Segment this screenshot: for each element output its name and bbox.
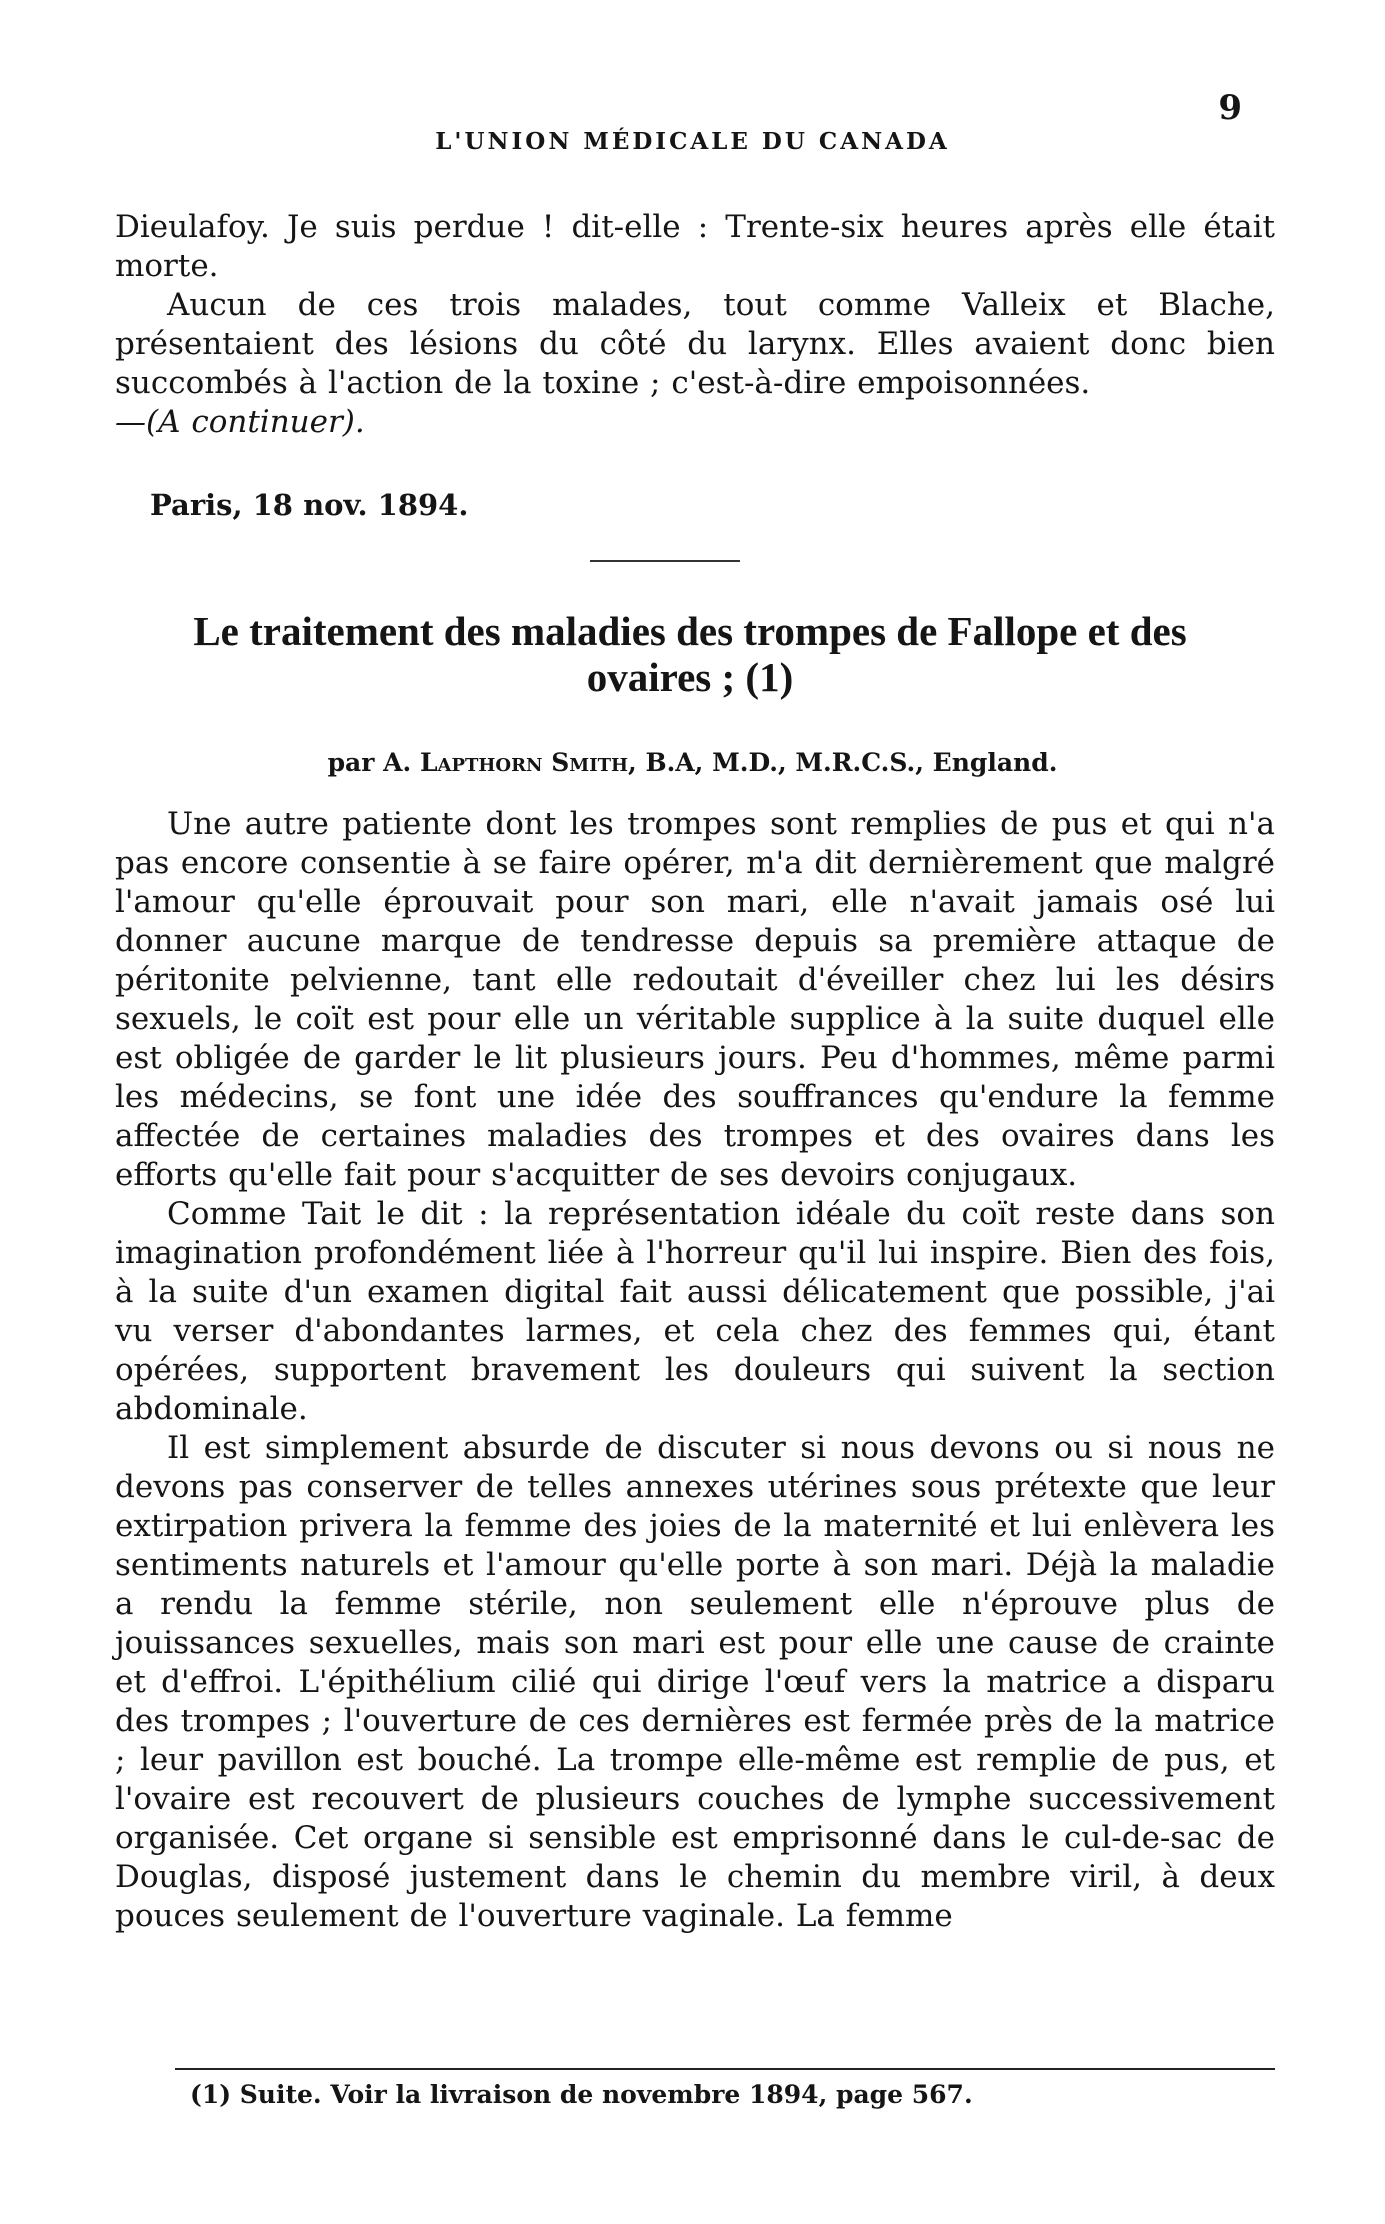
place-date: Paris, 18 nov. 1894. [150,488,469,522]
article-body [115,805,1275,1936]
byline [0,748,1385,777]
paragraph: Aucun de ces trois malades, tout comme Valleix et Blache, présentaient des lésions du côté du larynx. Elles avaient donc bien succombés à l'action de la toxine ; c'est-à-dire empoisonnées. [115,287,1275,401]
previous-article-ending [115,208,1275,442]
paragraph: Dieulafoy. Je suis perdue ! dit-elle : Trente-six heures après elle était morte. [115,209,1275,284]
footnote-rule [175,2068,1275,2070]
paragraph: Il est simplement absurde de discuter si nous devons ou si nous ne devons pas conserver de telles annexes utérines sous prétexte que leur extirpation privera la femme des joies de la maternité et lui enlèvera les sentiments naturels et l'amour qu'elle porte à son mari. Déjà la maladie a rendu la femme stérile, non seulement elle n'éprouve plus de jouissances sexuelles, mais son mari est pour elle une cause de crainte et d'effroi. L'épithélium cilié qui dirige l'œuf vers la matrice a disparu des trompes ; l'ouverture de ces dernières est fermée près de la matrice ; leur pavillon est bouché. La trompe elle-même est remplie de pus, et l'ovaire est recouvert de plusieurs couches de lymphe successivement organisée. Cet organe si sensible est emprisonné dans le cul-de-sac de Douglas, disposé justement dans le chemin du membre viril, à deux pouces seulement de l'ouverture vaginale. La femme [115,1430,1275,1934]
continued-note: —(A continuer). [115,404,365,440]
byline-prefix: par A. [327,748,412,777]
page-number: 9 [1218,88,1242,128]
article-title: Le traitement des maladies des trompes de Fallope et des ovaires ; (1) [193,608,1187,700]
author-name: Lapthorn Smith, [419,748,637,777]
footnote: (1) Suite. Voir la livraison de novembre 1894, page 567. [190,2080,973,2109]
section-divider [590,560,740,562]
author-credentials: B.A, M.D., M.R.C.S., England. [645,748,1058,777]
paragraph: Comme Tait le dit : la représentation idéale du coït reste dans son imagination profondément liée à l'horreur qu'il lui inspire. Bien des fois, à la suite d'un examen digital fait aussi délicatement que possible, j'ai vu verser d'abondantes larmes, et cela chez des femmes qui, étant opérées, supportent bravement les douleurs qui suivent la section abdominale. [115,1196,1275,1427]
paragraph: Une autre patiente dont les trompes sont remplies de pus et qui n'a pas encore consentie à se faire opérer, m'a dit dernièrement que malgré l'amour qu'elle éprouvait pour son mari, elle n'avait jamais osé lui donner aucune marque de tendresse depuis sa première attaque de péritonite pelvienne, tant elle redoutait d'éveiller chez lui les désirs sexuels, le coït est pour elle un véritable supplice à la suite duquel elle est obligée de garder le lit plusieurs jours. Peu d'hommes, même parmi les médecins, se font une idée des souffrances qu'endure la femme affectée de certaines maladies des trompes et des ovaires dans les efforts qu'elle fait pour s'acquitter de ses devoirs conjugaux. [115,806,1275,1193]
running-title: L'UNION MÉDICALE DU CANADA [435,128,950,155]
